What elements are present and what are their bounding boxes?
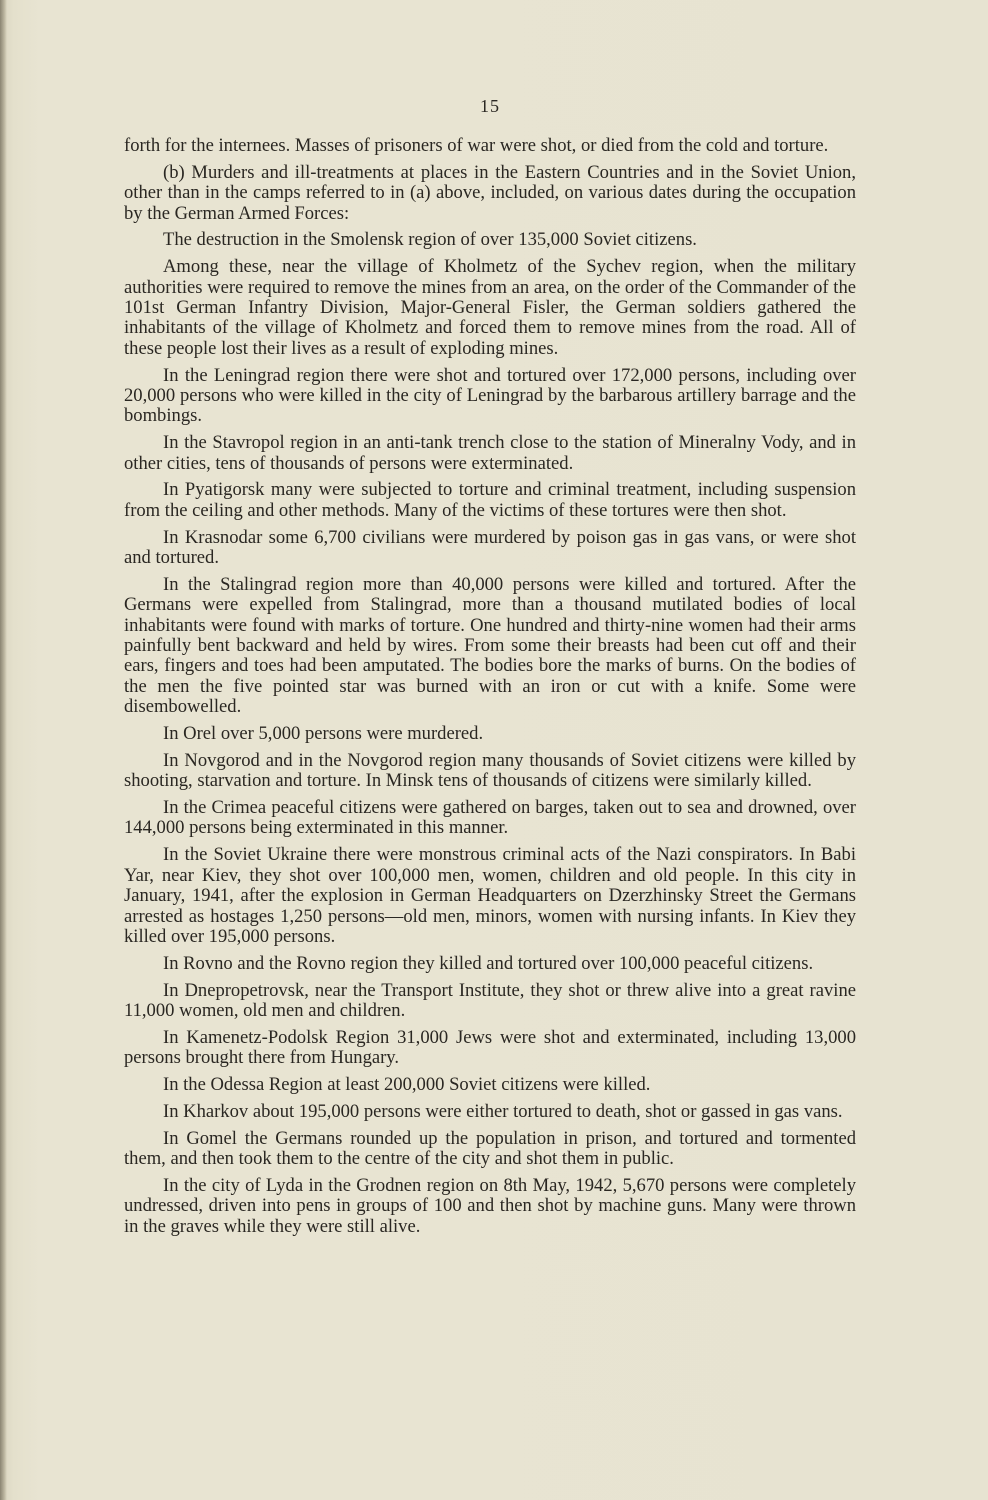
paragraph: In Novgorod and in the Novgorod region many thousands of Soviet citizens were killed by shooting, starvation and torture. In Minsk tens of thousands of citizens were similarly killed.	[124, 749, 856, 792]
paragraph: In Dnepropetrovsk, near the Transport Institute, they shot or threw alive into a great ravine 11,000 women, old men and children.	[124, 979, 856, 1021]
paragraph: forth for the internees. Masses of prisoners of war were shot, or died from the cold and torture.	[124, 135, 829, 156]
paragraph: In Rovno and the Rovno region they killed and tortured over 100,000 peaceful citizens.	[163, 952, 814, 974]
page-number: 15	[480, 96, 500, 116]
body-text	[124, 136, 856, 1243]
paragraph: In Orel over 5,000 persons were murdered.	[163, 723, 484, 745]
page-spine-edge	[0, 0, 7, 1500]
paragraph: In the Crimea peaceful citizens were gathered on barges, taken out to sea and drowned, over 144,000 persons being exterminated in this manner.	[124, 797, 856, 839]
paragraph: In the Soviet Ukraine there were monstrous criminal acts of the Nazi conspirators. In Babi Yar, near Kiev, they shot over 100,000 men, women, children and old people. In this city in January, 1941, after the explosion in German Headquarters on Dzerzhinsky Street the Germans arrested as hostages 1,250 persons—old men, minors, women with nursing infants. In Kiev they killed over 195,000 persons.	[124, 844, 856, 947]
paragraph: In the Stalingrad region more than 40,000 persons were killed and tortured. After the Germans were expelled from Stalingrad, more than a thousand mutilated bodies of local inhabitants were found with marks of torture. One hundred and thirty-nine women had their arms painfully bent backward and held by wires. From some their breasts had been cut off and their ears, fingers and toes had been amputated. The bodies bore the marks of burns. On the bodies of the men the five pointed star was burned with an iron or cut with a knife. Some were disembowelled.	[124, 573, 856, 718]
paragraph: In the Stavropol region in an anti-tank trench close to the station of Mineralny Vody, and in other cities, tens of thousands of persons were exterminated.	[124, 432, 856, 474]
paragraph: In Kamenetz-Podolsk Region 31,000 Jews were shot and exterminated, including 13,000 persons brought there from Hungary.	[124, 1026, 856, 1069]
paragraph: In Krasnodar some 6,700 civilians were murdered by poison gas in gas vans, or were shot and tortured.	[124, 526, 856, 569]
paragraph: In Pyatigorsk many were subjected to torture and criminal treatment, including suspension from the ceiling and other methods. Many of the victims of these tortures were then shot.	[124, 479, 856, 521]
paragraph: Among these, near the village of Kholmetz of the Sychev region, when the military authorities were required to remove the mines from an area, on the order of the Commander of the 101st German Infantry Division, Major-General Fisler, the German soldiers gathered the inhabitants of the village of Kholmetz and forced them to remove mines from the road. All of these people lost their lives as a result of exploding mines.	[124, 256, 856, 359]
paragraph: In Gomel the Germans rounded up the population in prison, and tortured and tormented them, and then took them to the centre of the city and shot them in public.	[124, 1127, 856, 1169]
paragraph: (b) Murders and ill-treatments at places in the Eastern Countries and in the Soviet Union, other than in the camps referred to in (a) above, included, on various dates during the occupation by the German Armed Forces:	[124, 161, 856, 224]
paragraph: In the Odessa Region at least 200,000 Soviet citizens were killed.	[163, 1073, 651, 1095]
paragraph: The destruction in the Smolensk region of over 135,000 Soviet citizens.	[163, 229, 697, 251]
paragraph: In Kharkov about 195,000 persons were either tortured to death, shot or gassed in gas vans.	[163, 1100, 843, 1122]
paragraph: In the Leningrad region there were shot and tortured over 172,000 persons, including over 20,000 persons who were killed in the city of Leningrad by the barbarous artillery barrage and the bombings.	[124, 364, 856, 427]
paragraph: In the city of Lyda in the Grodnen region on 8th May, 1942, 5,670 persons were completely undressed, driven into pens in groups of 100 and then shot by machine guns. Many were thrown in the graves while they were still alive.	[124, 1174, 856, 1237]
